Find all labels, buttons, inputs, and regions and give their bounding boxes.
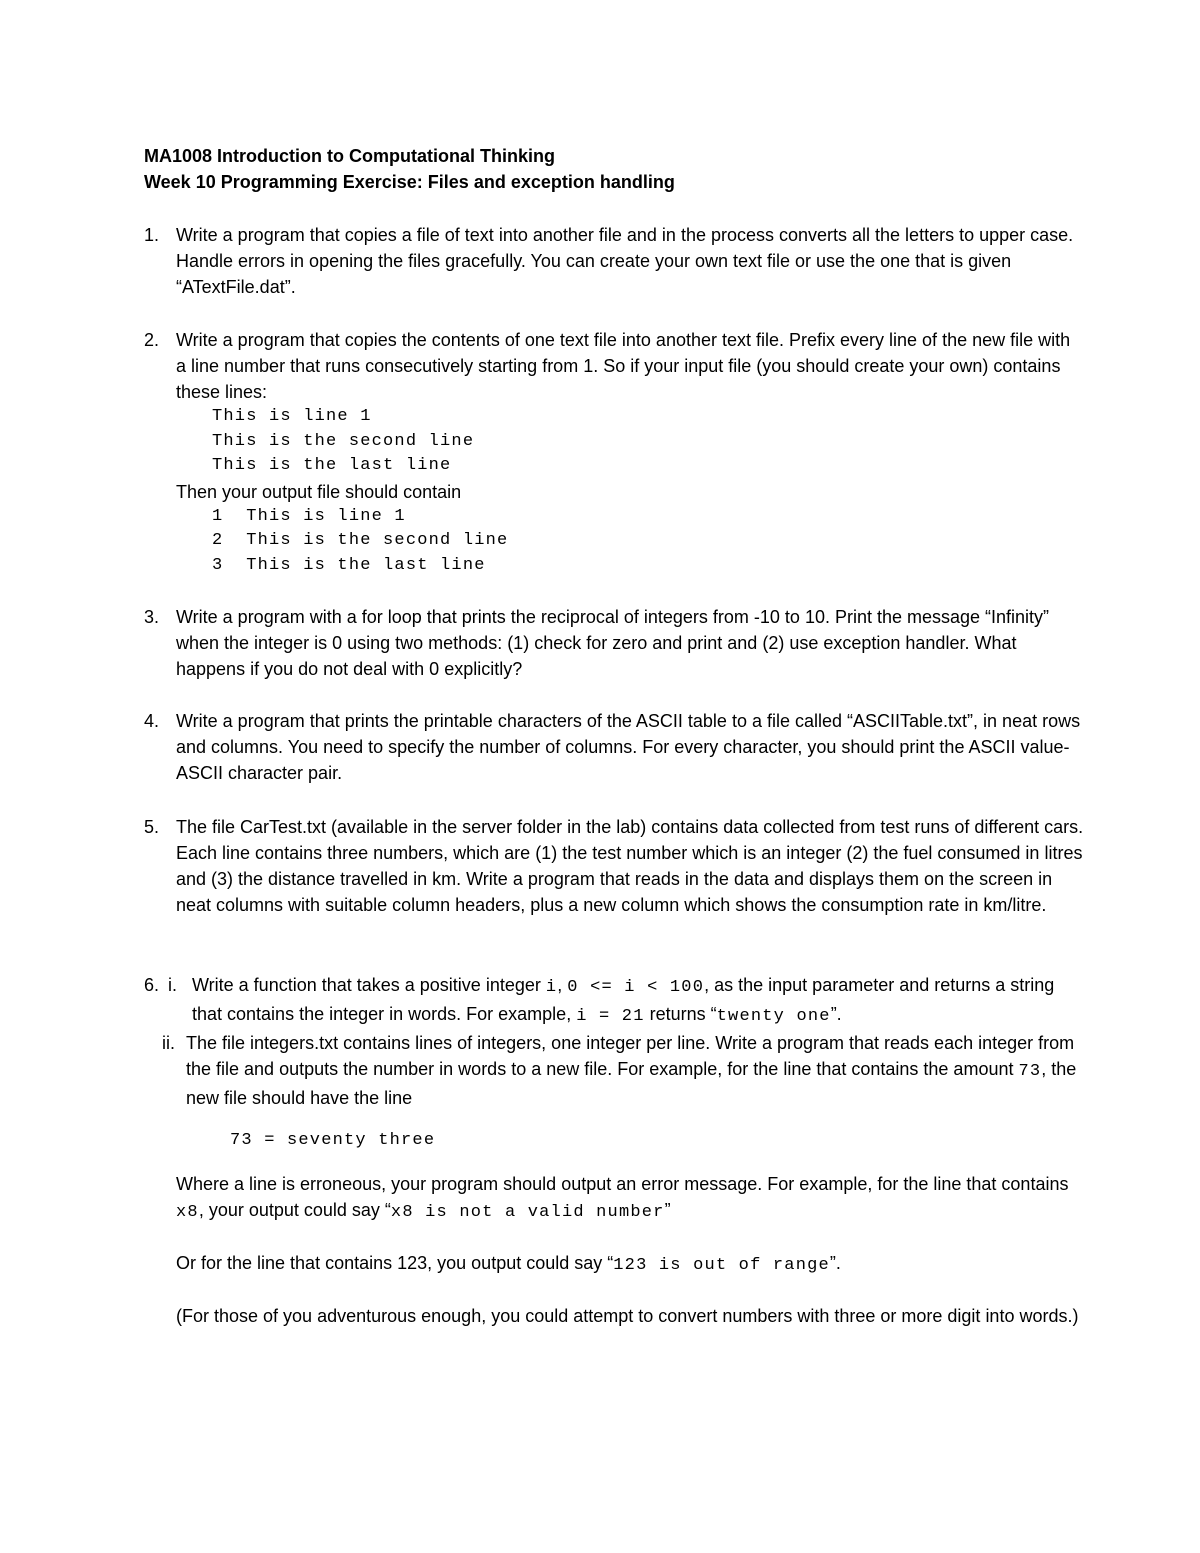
question-2 (144, 327, 1084, 578)
question-5 (144, 814, 1084, 918)
subquestion-text: The file integers.txt contains lines of integers, one integer per line. Write a program that reads each integer from the file and outputs the number in words to a new file. For example, for the line that contains the amount 73, the new file should have the line (186, 1033, 1077, 1108)
subquestion-text: Write a function that takes a positive integer i, 0 <= i < 100, as the input parameter and returns a string that contains the integer in words. For example, i = 21 returns “twenty one”. (192, 975, 1055, 1026)
question-number: 3. (144, 607, 160, 627)
output-line: 1 This is line 1 (212, 506, 406, 526)
code-snippet: 123 is out of range (613, 1256, 830, 1275)
error-text: Where a line is erroneous, your program should output an error message. For example, for the line that contains x8, your output could say “x8 is not a valid number” (176, 1174, 1069, 1222)
output-line: 2 This is the second line (212, 531, 509, 550)
question-text: Write a program that copies the contents of one text file into another text file. Prefix every line of the new file with a line number that runs consecutively starting from 1. So if your input file (you should create your own) contains these lines: (176, 330, 1071, 402)
code-snippet: x8 (176, 1203, 199, 1222)
question-text: Write a program that prints the printable characters of the ASCII table to a file called “ASCIITable.txt”, in neat rows and columns. You need to specify the number of columns. For every character, you should print the ASCII value- ASCII character pair. (176, 711, 1081, 783)
document-header (144, 143, 675, 195)
subquestion-label: i. (168, 975, 177, 995)
question-number: 6. (144, 975, 160, 995)
adventure-text: (For those of you adventurous enough, you could attempt to convert numbers with three or more digit into words.) (176, 1306, 1079, 1326)
subquestion-label: ii. (162, 1033, 175, 1053)
subquestion-i (168, 972, 1084, 1030)
input-line: This is the last line (212, 456, 452, 475)
question-4 (144, 708, 1084, 786)
question-number: 5. (144, 817, 160, 837)
question-text: The file CarTest.txt (available in the server folder in the lab) contains data collected from test runs of different cars. Each line contains three numbers, which are (1) the test number which is an integer (2) the fuel consumed in litres and (3) the distance travelled in km. Write a program that reads in the data and displays them on the screen in neat columns with suitable column headers, plus a new column which shows the consumption rate in km/litre. (176, 817, 1084, 915)
code-snippet: i = 21 (576, 1007, 645, 1026)
question-number: 1. (144, 225, 160, 245)
code-snippet: x8 is not a valid number (390, 1203, 665, 1222)
question-3 (144, 604, 1084, 682)
code-snippet: twenty one (716, 1007, 831, 1026)
example-output-line: 73 = seventy three (230, 1131, 436, 1150)
question-number: 2. (144, 330, 160, 350)
range-text: Or for the line that contains 123, you output could say “123 is out of range”. (176, 1253, 841, 1275)
then-text: Then your output file should contain (176, 481, 462, 502)
course-title: MA1008 Introduction to Computational Thinking (144, 146, 555, 166)
code-snippet: i (545, 978, 558, 997)
question-text: Write a program that copies a file of text into another file and in the process converts all the letters to upper case. Handle errors in opening the files gracefully. You can create your own text file or use the one that is given “ATextFile.dat”. (176, 225, 1074, 297)
question-6 (144, 972, 1084, 1329)
code-snippet: 0 <= i < 100 (567, 978, 705, 997)
output-line: 3 This is the last line (212, 555, 486, 575)
input-line: This is the second line (212, 431, 475, 451)
input-line: This is line 1 (212, 407, 372, 426)
subquestion-ii (162, 1030, 1084, 1111)
question-text: Write a program with a for loop that prints the reciprocal of integers from -10 to 10. Print the message “Infinity” when the integer is 0 using two methods: (1) check for zero and print and (2) use exception handler. What happens if you do not deal with 0 explicitly? (176, 607, 1050, 679)
exercise-title: Week 10 Programming Exercise: Files and exception handling (144, 172, 675, 192)
code-snippet: 73 (1018, 1062, 1042, 1081)
question-number: 4. (144, 711, 160, 731)
question-1 (144, 222, 1084, 300)
